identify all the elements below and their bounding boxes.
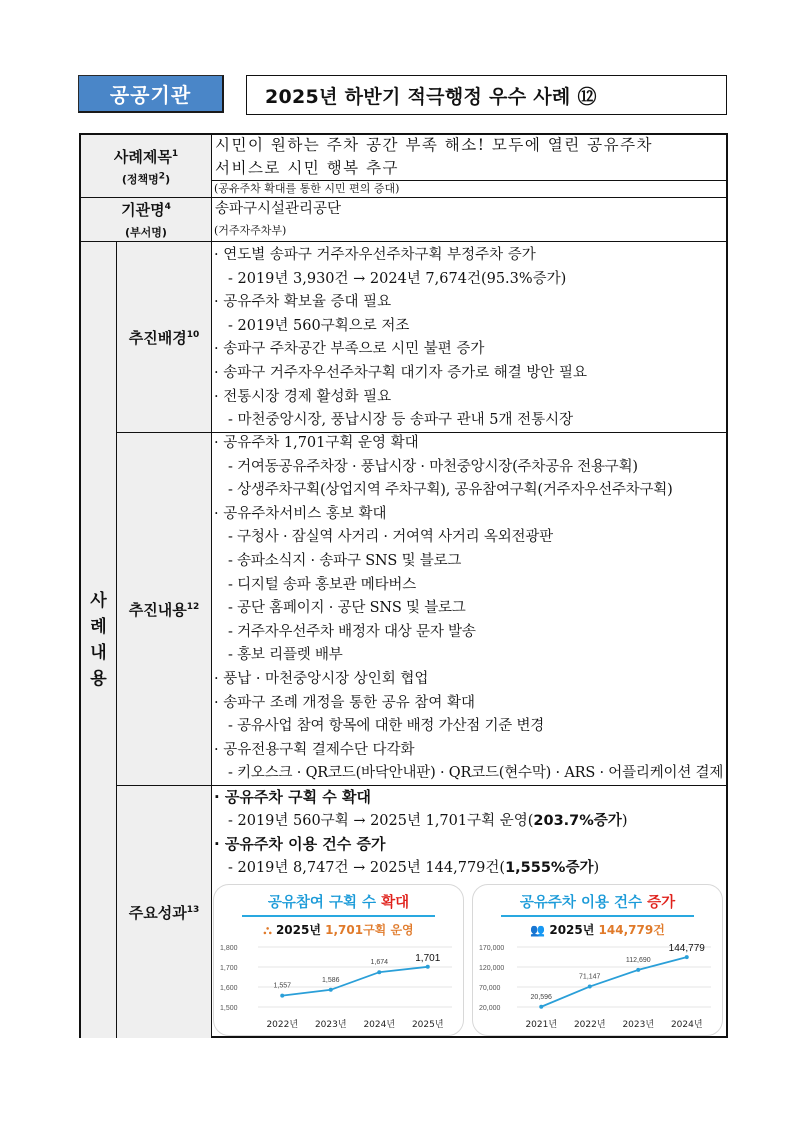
people-network-icon: ⛬ xyxy=(263,923,272,937)
svg-text:71,147: 71,147 xyxy=(579,973,601,981)
background-label-cell xyxy=(117,242,212,433)
svg-text:1,600: 1,600 xyxy=(220,985,238,992)
bullet-item: · 송파구 거주자우선주차구획 대기자 증가로 해결 방안 필요 xyxy=(214,364,588,381)
svg-text:120,000: 120,000 xyxy=(479,965,505,972)
line-chart-parking-spaces xyxy=(214,939,465,1037)
chart-subtitle: ⛬ 2025년 1,701구획 운영 xyxy=(263,923,414,937)
policy-name-value-cell xyxy=(212,181,728,198)
svg-text:2023년: 2023년 xyxy=(622,1020,655,1030)
agency-label: 기관명$^4$ xyxy=(121,201,171,219)
sub-item: - 공유사업 참여 항목에 대한 배정 가산점 기준 변경 xyxy=(228,718,545,735)
sub-item: - 홍보 리플렛 배부 xyxy=(228,647,343,664)
bullet-item: · 풍납 · 마천중앙시장 상인회 협업 xyxy=(214,670,429,687)
details-content-cell xyxy=(212,433,728,786)
background-content-cell xyxy=(212,242,728,433)
sub-item: - 마천중앙시장, 풍납시장 등 송파구 관내 5개 전통시장 xyxy=(228,412,574,429)
sub-item: - 구청사 · 잠실역 사거리 · 거여역 사거리 옥외전광판 xyxy=(228,529,553,546)
results-label: 주요성과$^{13}$ xyxy=(128,903,200,922)
chart-subtitle: 👥 2025년 144,779건 xyxy=(530,923,665,937)
bullet-item: · 연도별 송파구 거주자우선주차구획 부정주차 증가 xyxy=(214,247,536,263)
agency-value-cell xyxy=(212,198,728,242)
chart-card-shared-parking-spaces xyxy=(213,884,464,1036)
result-detail-2: - 2019년 8,747건 → 2025년 144,779건(1,555%증가) xyxy=(228,859,600,876)
svg-text:20,000: 20,000 xyxy=(479,1005,501,1012)
case-title-label: 사례제목$^1$ xyxy=(113,147,179,166)
line-chart-parking-usage xyxy=(473,939,724,1037)
sub-item: - 상생주차구획(상업지역 주차구획), 공유참여구획(거주자우선주차구획) xyxy=(228,482,673,499)
svg-text:2024년: 2024년 xyxy=(363,1020,396,1030)
svg-text:2024년: 2024년 xyxy=(670,1020,703,1030)
svg-text:20,596: 20,596 xyxy=(530,993,552,1001)
background-label: 추진배경$^{10}$ xyxy=(128,328,200,347)
svg-text:144,779: 144,779 xyxy=(668,943,705,955)
details-label-cell xyxy=(117,433,212,786)
policy-name-label: (정책명$^2$) xyxy=(121,170,171,186)
policy-name-value: (공유주차 확대를 통한 시민 편의 증대) xyxy=(214,182,400,195)
result-heading-1: · 공유주차 구획 수 확대 xyxy=(214,788,371,806)
bullet-item: · 공유주차서비스 홍보 확대 xyxy=(214,505,387,522)
chart-title-underline xyxy=(242,915,435,917)
case-title-label-cell xyxy=(81,135,212,198)
agency-name: 송파구시설관리공단 xyxy=(215,201,342,217)
sub-item: - 송파소식지 · 송파구 SNS 및 블로그 xyxy=(228,552,462,569)
svg-text:1,500: 1,500 xyxy=(220,1005,238,1012)
bullet-item: · 송파구 조례 개정을 통한 공유 참여 확대 xyxy=(214,694,475,711)
bullet-item: · 공유주차 1,701구획 운영 확대 xyxy=(214,435,419,451)
sub-item: - 거주자우선주차 배정자 대상 문자 발송 xyxy=(228,623,476,640)
results-label-cell xyxy=(117,786,212,1038)
department-label: (부서명) xyxy=(125,226,167,239)
sub-item: - 거여동공유주차장 · 풍납시장 · 마천중앙시장(주차공유 전용구획) xyxy=(228,458,638,475)
svg-text:2021년: 2021년 xyxy=(525,1020,558,1030)
department-name: (거주자주차부) xyxy=(214,224,287,237)
result-detail-1: - 2019년 560구획 → 2025년 1,701구획 운영(203.7%증가) xyxy=(228,812,628,829)
svg-text:2023년: 2023년 xyxy=(314,1020,347,1030)
bullet-item: · 공유주차 확보율 증대 필요 xyxy=(214,294,392,311)
svg-text:170,000: 170,000 xyxy=(479,945,505,952)
svg-text:1,557: 1,557 xyxy=(273,982,292,990)
svg-text:70,000: 70,000 xyxy=(479,985,501,992)
svg-text:1,586: 1,586 xyxy=(321,976,340,984)
people-in-hand-icon: 👥 xyxy=(530,923,546,937)
svg-text:2022년: 2022년 xyxy=(266,1020,299,1030)
svg-text:2022년: 2022년 xyxy=(573,1020,606,1030)
bullet-item: · 전통시장 경제 활성화 필요 xyxy=(214,388,392,405)
case-title-line: 시민이 원하는 주차 공간 부족 해소! 모두에 열린 공유주차 xyxy=(215,136,654,154)
sub-item: - 공단 홈페이지 · 공단 SNS 및 블로그 xyxy=(228,600,466,617)
chart-title: 공유주차 이용 건수 증가 xyxy=(519,895,676,911)
result-heading-2: · 공유주차 이용 건수 증가 xyxy=(214,835,386,854)
chart-card-shared-parking-usage xyxy=(472,884,723,1036)
sub-item: - 2019년 3,930건 → 2024년 7,674건(95.3%증가) xyxy=(228,270,567,287)
svg-text:1,701: 1,701 xyxy=(415,952,441,964)
bullet-item: · 송파구 주차공간 부족으로 시민 불편 증가 xyxy=(214,341,485,358)
category-badge: 공공기관 xyxy=(78,75,224,113)
bullet-item: · 공유전용구획 결제수단 다각화 xyxy=(214,741,415,758)
svg-text:1,674: 1,674 xyxy=(370,959,389,967)
sub-item: - 2019년 560구획으로 저조 xyxy=(228,317,410,334)
case-content-section-label: 사 례 내 용 xyxy=(81,242,117,1038)
details-label: 추진내용$^{12}$ xyxy=(128,600,200,619)
case-title-line: 서비스로 시민 행복 추구 xyxy=(215,159,400,177)
chart-title-underline xyxy=(501,915,694,917)
chart-title: 공유참여 구획 수 확대 xyxy=(267,895,410,911)
svg-text:2025년: 2025년 xyxy=(411,1020,444,1030)
svg-text:1,700: 1,700 xyxy=(220,965,238,972)
case-title-value-cell xyxy=(212,135,728,181)
agency-label-cell xyxy=(81,198,212,242)
sub-item: - 디지털 송파 홍보관 메타버스 xyxy=(228,576,417,593)
sub-item: - 키오스크 · QR코드(바닥안내판) · QR코드(현수막) · ARS · 어플리케이션 결제 xyxy=(228,765,724,782)
svg-text:112,690: 112,690 xyxy=(625,956,651,964)
document-title: 2025년 하반기 적극행정 우수 사례 ⑫ xyxy=(246,75,727,115)
svg-text:1,800: 1,800 xyxy=(220,945,238,952)
